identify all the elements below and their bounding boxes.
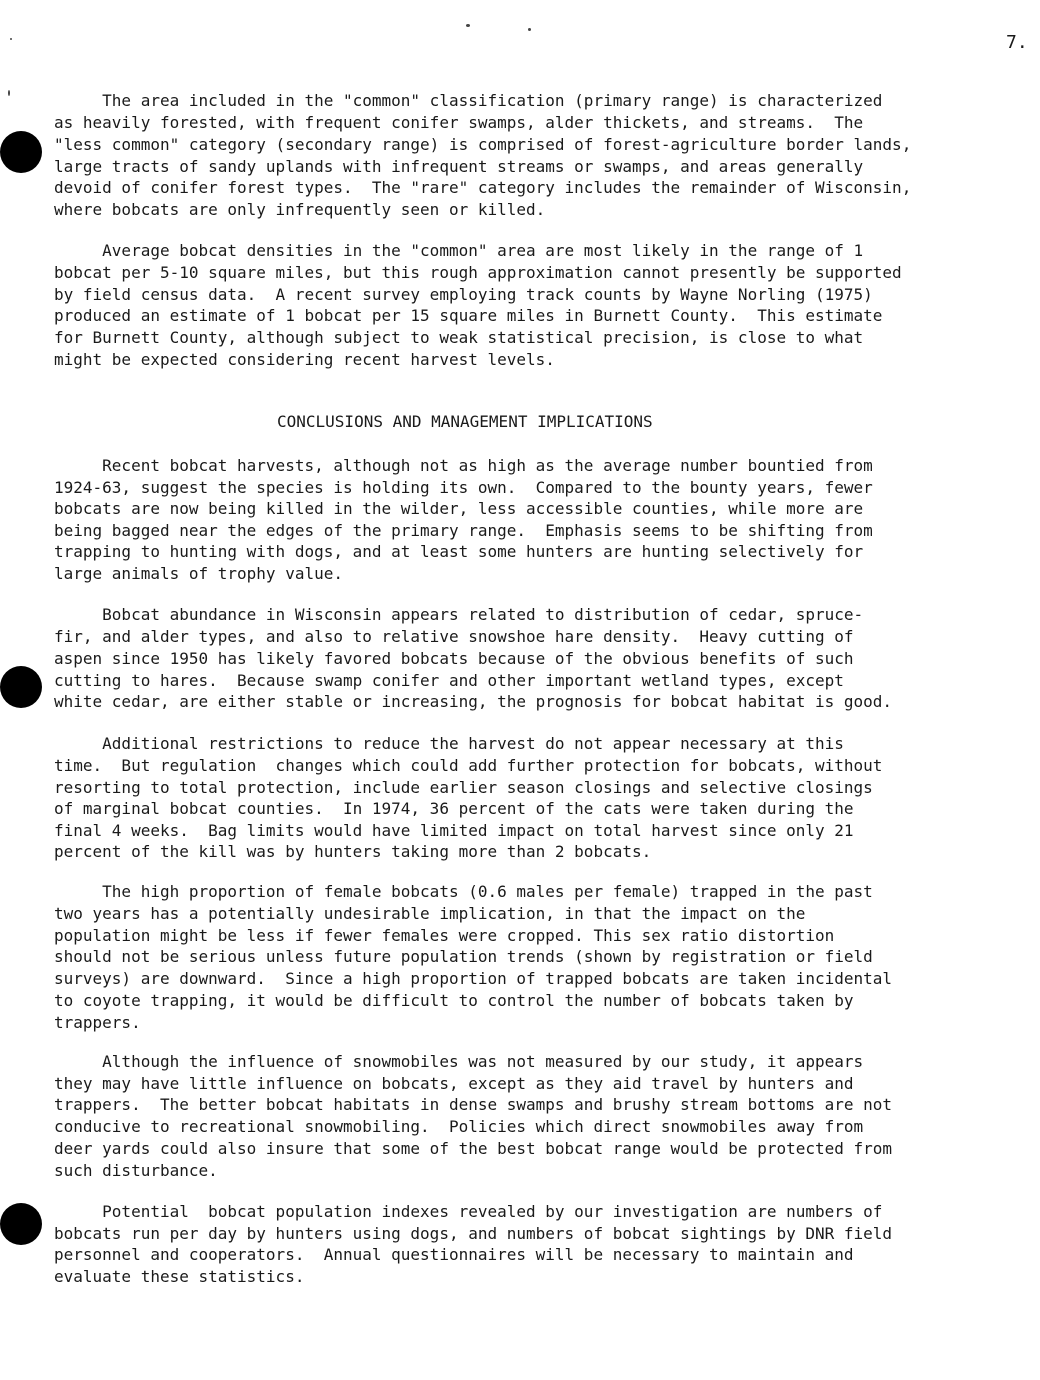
paragraph-7-line-5: deer yards could also insure that some of the best bobcat range would be protected from [54,1139,893,1158]
paragraph-5-line-1: Additional restrictions to reduce the harvest do not appear necessary at this [54,734,844,753]
paragraph-2-line-1: Average bobcat densities in the "common" area are most likely in the range of 1 [54,241,864,260]
paragraph-5-line-4: of marginal bobcat counties. In 1974, 36 percent of the cats were taken during the [54,799,854,818]
paragraph-2-line-2: bobcat per 5-10 square miles, but this rough approximation cannot presently be supported [54,263,902,282]
paragraph-5-line-6: percent of the kill was by hunters taking more than 2 bobcats. [54,842,652,861]
paragraph-6-line-6: to coyote trapping, it would be difficult to control the number of bobcats taken by [54,991,854,1010]
paragraph-5-line-5: final 4 weeks. Bag limits would have limited impact on total harvest since only 21 [54,821,854,840]
paragraph-1-line-6: where bobcats are only infrequently seen or killed. [54,200,546,219]
paragraph-1-line-3: "less common" category (secondary range) is comprised of forest-agriculture border lands, [54,135,912,154]
punch-hole-middle [0,666,42,708]
paragraph-7-line-4: conducive to recreational snowmobiling. Policies which direct snowmobiles away from [54,1117,864,1136]
paragraph-8-line-2: bobcats run per day by hunters using dogs, and numbers of bobcat sightings by DNR field [54,1224,893,1243]
paragraph-1-line-5: devoid of conifer forest types. The "rare" category includes the remainder of Wisconsin, [54,178,912,197]
paragraph-1-line-4: large tracts of sandy uplands with infrequent streams or swamps, and areas generally [54,157,864,176]
paragraph-2-line-4: produced an estimate of 1 bobcat per 15 square miles in Burnett County. This estimate [54,306,883,325]
paragraph-3-line-2: 1924-63, suggest the species is holding its own. Compared to the bounty years, fewer [54,478,873,497]
paragraph-8-line-3: personnel and cooperators. Annual questionnaires will be necessary to maintain and [54,1245,854,1264]
paragraph-3-line-4: being bagged near the edges of the primary range. Emphasis seems to be shifting from [54,521,873,540]
paragraph-2-line-6: might be expected considering recent harvest levels. [54,350,555,369]
paragraph-5-line-3: resorting to total protection, include earlier season closings and selective closings [54,778,873,797]
paragraph-2-line-5: for Burnett County, although subject to weak statistical precision, is close to what [54,328,864,347]
punch-hole-bottom [0,1203,42,1245]
punch-hole-top [0,131,42,173]
paragraph-8-line-1: Potential bobcat population indexes revealed by our investigation are numbers of [54,1202,883,1221]
page-number: 7. [1006,32,1028,53]
paragraph-7-line-6: such disturbance. [54,1161,218,1180]
paragraph-1-line-1: The area included in the "common" classification (primary range) is characterized [54,91,883,110]
scan-speck [8,90,10,96]
paragraph-6-line-2: two years has a potentially undesirable implication, in that the impact on the [54,904,806,923]
paragraph-6-line-3: population might be less if fewer females were cropped. This sex ratio distortion [54,926,835,945]
paragraph-4-line-4: cutting to hares. Because swamp conifer and other important wetland types, except [54,671,844,690]
paragraph-8-line-4: evaluate these statistics. [54,1267,305,1286]
paragraph-6-line-4: should not be serious unless future population trends (shown by registration or field [54,947,873,966]
paragraph-7-line-3: trappers. The better bobcat habitats in dense swamps and brushy stream bottoms are not [54,1095,893,1114]
paragraph-4-line-5: white cedar, are either stable or increasing, the prognosis for bobcat habitat is good. [54,692,893,711]
scan-speck [528,28,531,31]
section-heading: CONCLUSIONS AND MANAGEMENT IMPLICATIONS [277,412,653,431]
paragraph-3-line-1: Recent bobcat harvests, although not as high as the average number bountied from [54,456,873,475]
scan-speck [10,38,12,40]
paragraph-6-line-5: surveys) are downward. Since a high proportion of trapped bobcats are taken incidental [54,969,893,988]
paragraph-6-line-1: The high proportion of female bobcats (0.6 males per female) trapped in the past [54,882,873,901]
paragraph-3-line-6: large animals of trophy value. [54,564,343,583]
paragraph-5-line-2: time. But regulation changes which could add further protection for bobcats, without [54,756,883,775]
paragraph-6-line-7: trappers. [54,1013,141,1032]
scan-speck [466,24,470,27]
paragraph-7-line-1: Although the influence of snowmobiles was not measured by our study, it appears [54,1052,864,1071]
paragraph-1-line-2: as heavily forested, with frequent conifer swamps, alder thickets, and streams. The [54,113,864,132]
paragraph-7-line-2: they may have little influence on bobcats, except as they aid travel by hunters and [54,1074,854,1093]
paragraph-4-line-1: Bobcat abundance in Wisconsin appears related to distribution of cedar, spruce- [54,605,864,624]
paragraph-4-line-2: fir, and alder types, and also to relative snowshoe hare density. Heavy cutting of [54,627,854,646]
paragraph-4-line-3: aspen since 1950 has likely favored bobcats because of the obvious benefits of such [54,649,854,668]
paragraph-3-line-3: bobcats are now being killed in the wilder, less accessible counties, while more are [54,499,864,518]
paragraph-2-line-3: by field census data. A recent survey employing track counts by Wayne Norling (1975) [54,285,873,304]
paragraph-3-line-5: trapping to hunting with dogs, and at least some hunters are hunting selectively for [54,542,864,561]
